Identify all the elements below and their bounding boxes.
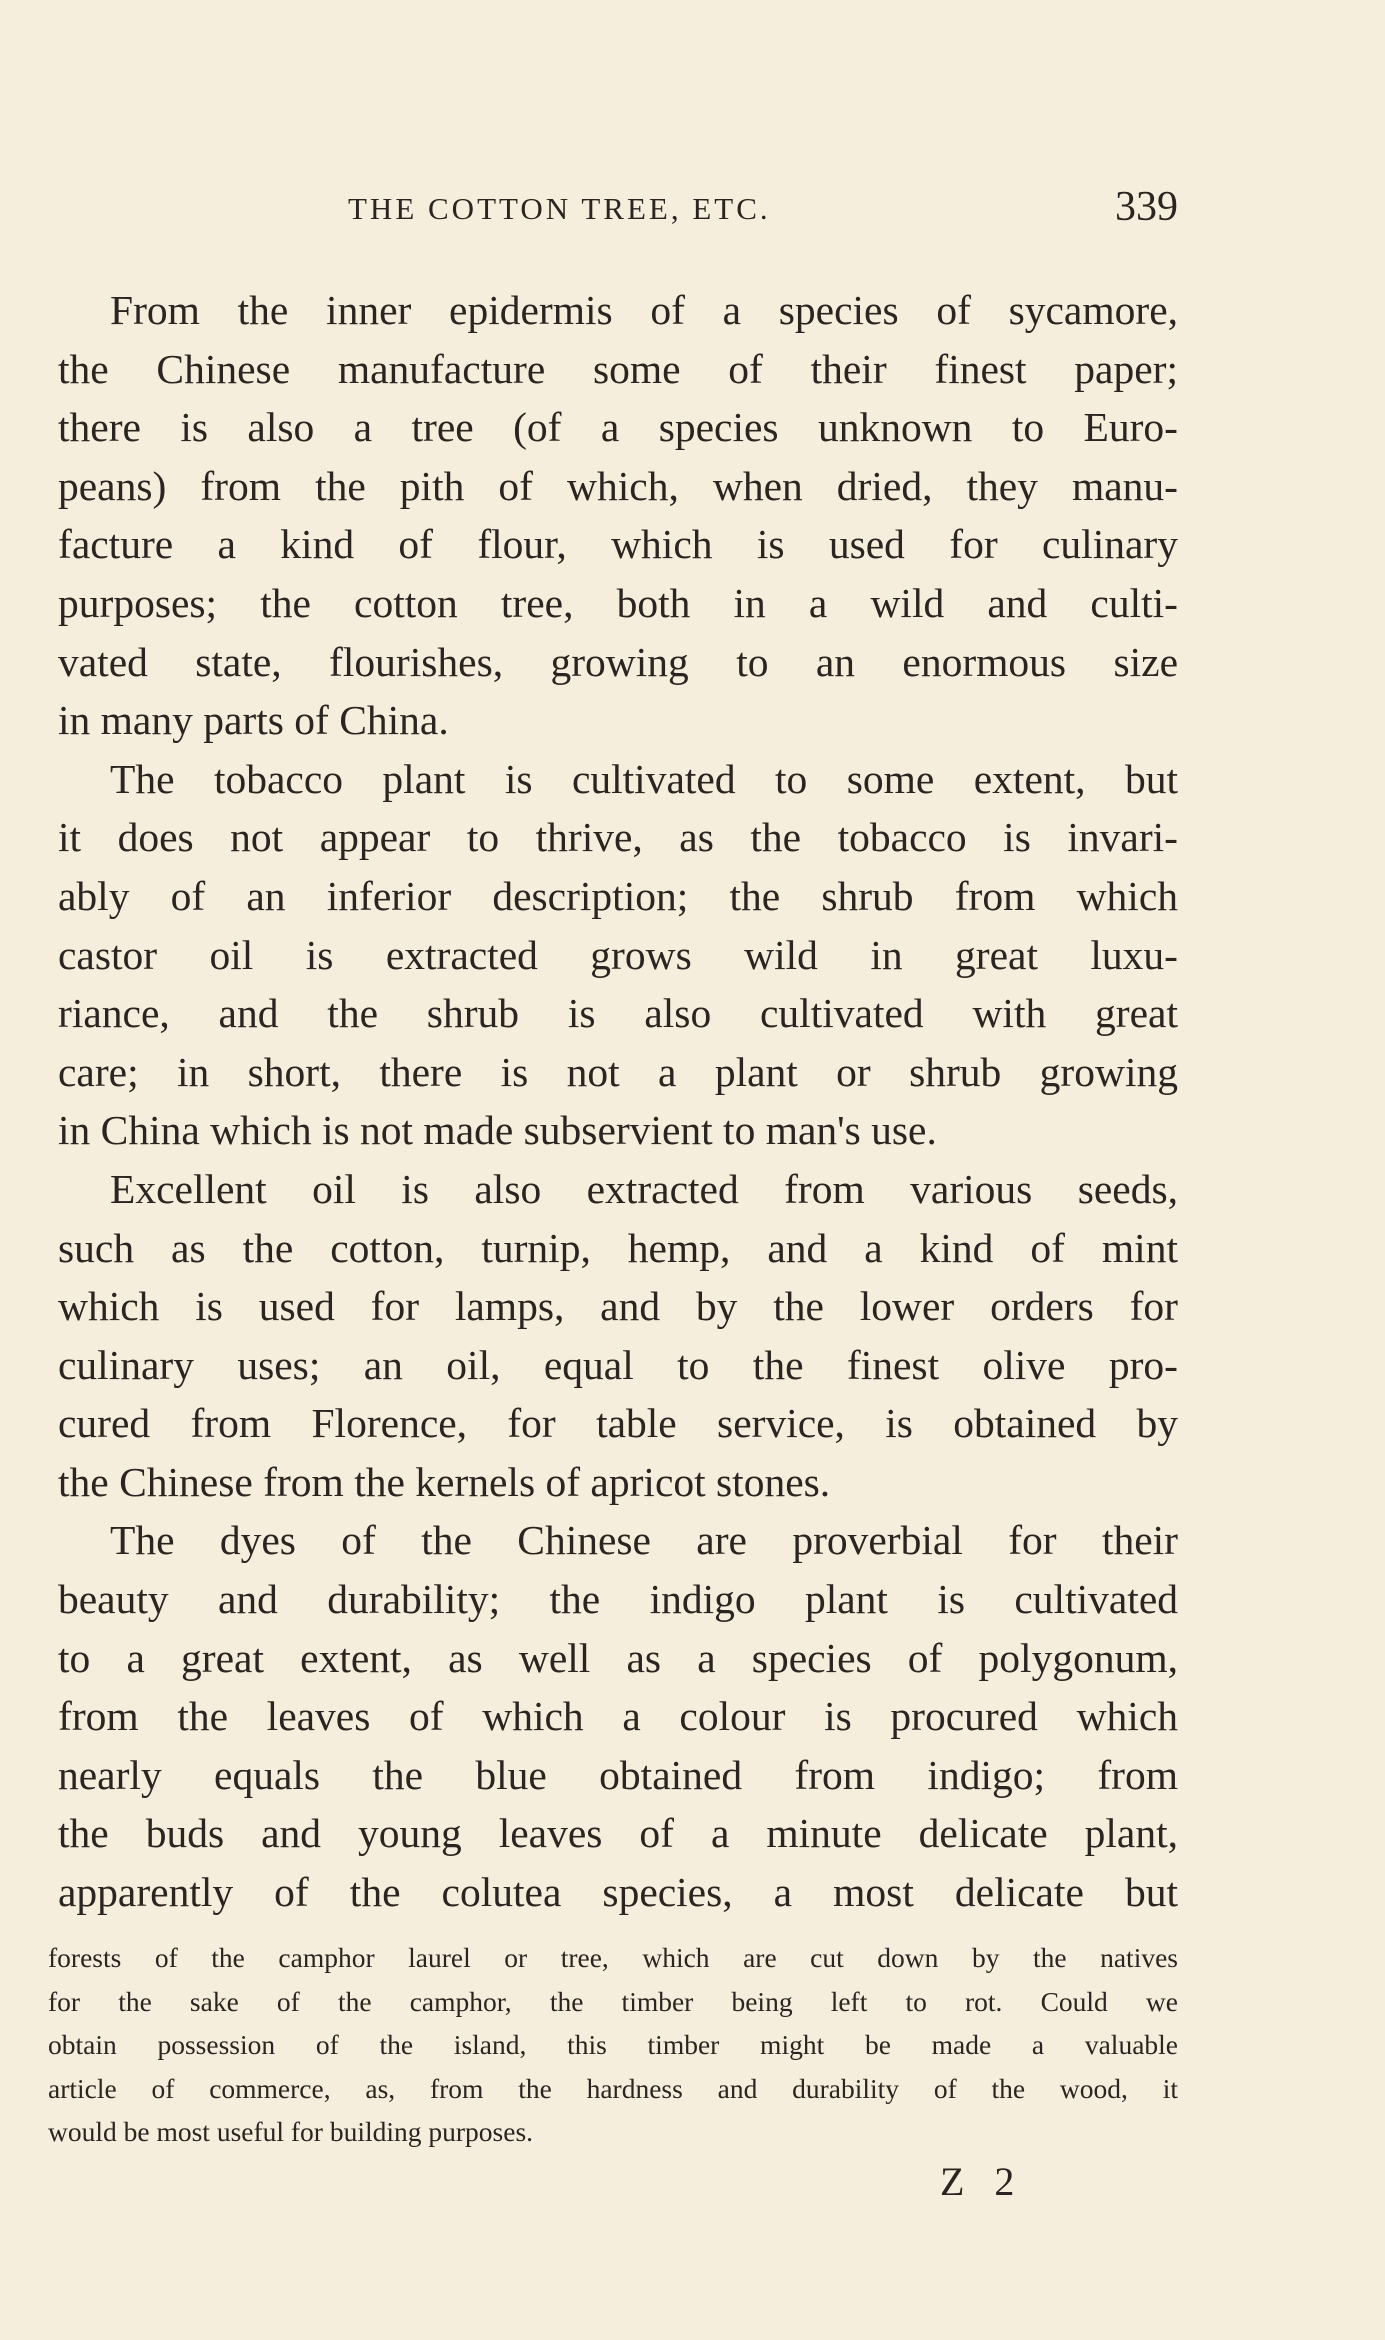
text-line: culinary uses; an oil, equal to the finest olive pro- [58,1341,1178,1388]
text-line: there is also a tree (of a species unknown to Euro- [58,404,1178,451]
text-line: which is used for lamps, and by the lower orders for [58,1283,1178,1330]
body-text [58,281,1178,1922]
text-line: the Chinese manufacture some of their finest paper; [58,345,1178,392]
text-line: purposes; the cotton tree, both in a wild and culti- [58,579,1178,626]
signature-mark: Z 2 [940,2159,1025,2204]
text-line: The dyes of the Chinese are proverbial for their [110,1517,1178,1564]
text-line: nearly equals the blue obtained from indigo; from [58,1751,1178,1798]
text-line: facture a kind of flour, which is used for culinary [58,521,1178,568]
text-line: such as the cotton, turnip, hemp, and a kind of mint [58,1224,1178,1271]
text-line: apparently of the colutea species, a most delicate but [58,1869,1178,1916]
text-line: The tobacco plant is cultivated to some extent, but [110,755,1178,802]
footnote-line: for the sake of the camphor, the timber being left to rot. Could we [48,1985,1178,2017]
page-number: 339 [1115,184,1178,230]
footnote [48,1936,1178,2154]
footnote-line: forests of the camphor laurel or tree, which are cut down by the natives [48,1942,1178,1973]
text-line: From the inner epidermis of a species of sycamore, [110,287,1178,333]
text-line: cured from Florence, for table service, is obtained by [58,1400,1178,1447]
text-line: peans) from the pith of which, when dried, they manu- [58,462,1178,509]
text-line: riance, and the shrub is also cultivated with great [58,990,1178,1037]
text-line: vated state, flourishes, growing to an enormous size [58,638,1178,685]
text-line: from the leaves of which a colour is procured which [58,1693,1178,1740]
text-line: in China which is not made subservient to man's use. [58,1107,937,1154]
footnote-line: article of commerce, as, from the hardness and durability of the wood, it [48,2072,1178,2104]
text-line: castor oil is extracted grows wild in great luxu- [58,931,1178,978]
text-line: the buds and young leaves of a minute delicate plant, [58,1810,1178,1857]
text-line: Excellent oil is also extracted from various seeds, [110,1165,1178,1212]
footnote-line: obtain possession of the island, this timber might be made a valuable [48,2029,1178,2061]
footnote-line: would be most useful for building purposes. [48,2116,534,2148]
text-line: to a great extent, as well as a species of polygonum, [58,1634,1178,1681]
text-line: care; in short, there is not a plant or shrub growing [58,1048,1178,1095]
text-line: beauty and durability; the indigo plant is cultivated [58,1576,1178,1623]
text-line: ably of an inferior description; the shrub from which [58,872,1178,919]
text-line: in many parts of China. [58,697,449,744]
text-line: the Chinese from the kernels of apricot stones. [58,1458,831,1505]
text-line: it does not appear to thrive, as the tobacco is invari- [58,814,1178,861]
page-header [58,183,1178,243]
running-title: THE COTTON TREE, ETC. [348,191,771,226]
